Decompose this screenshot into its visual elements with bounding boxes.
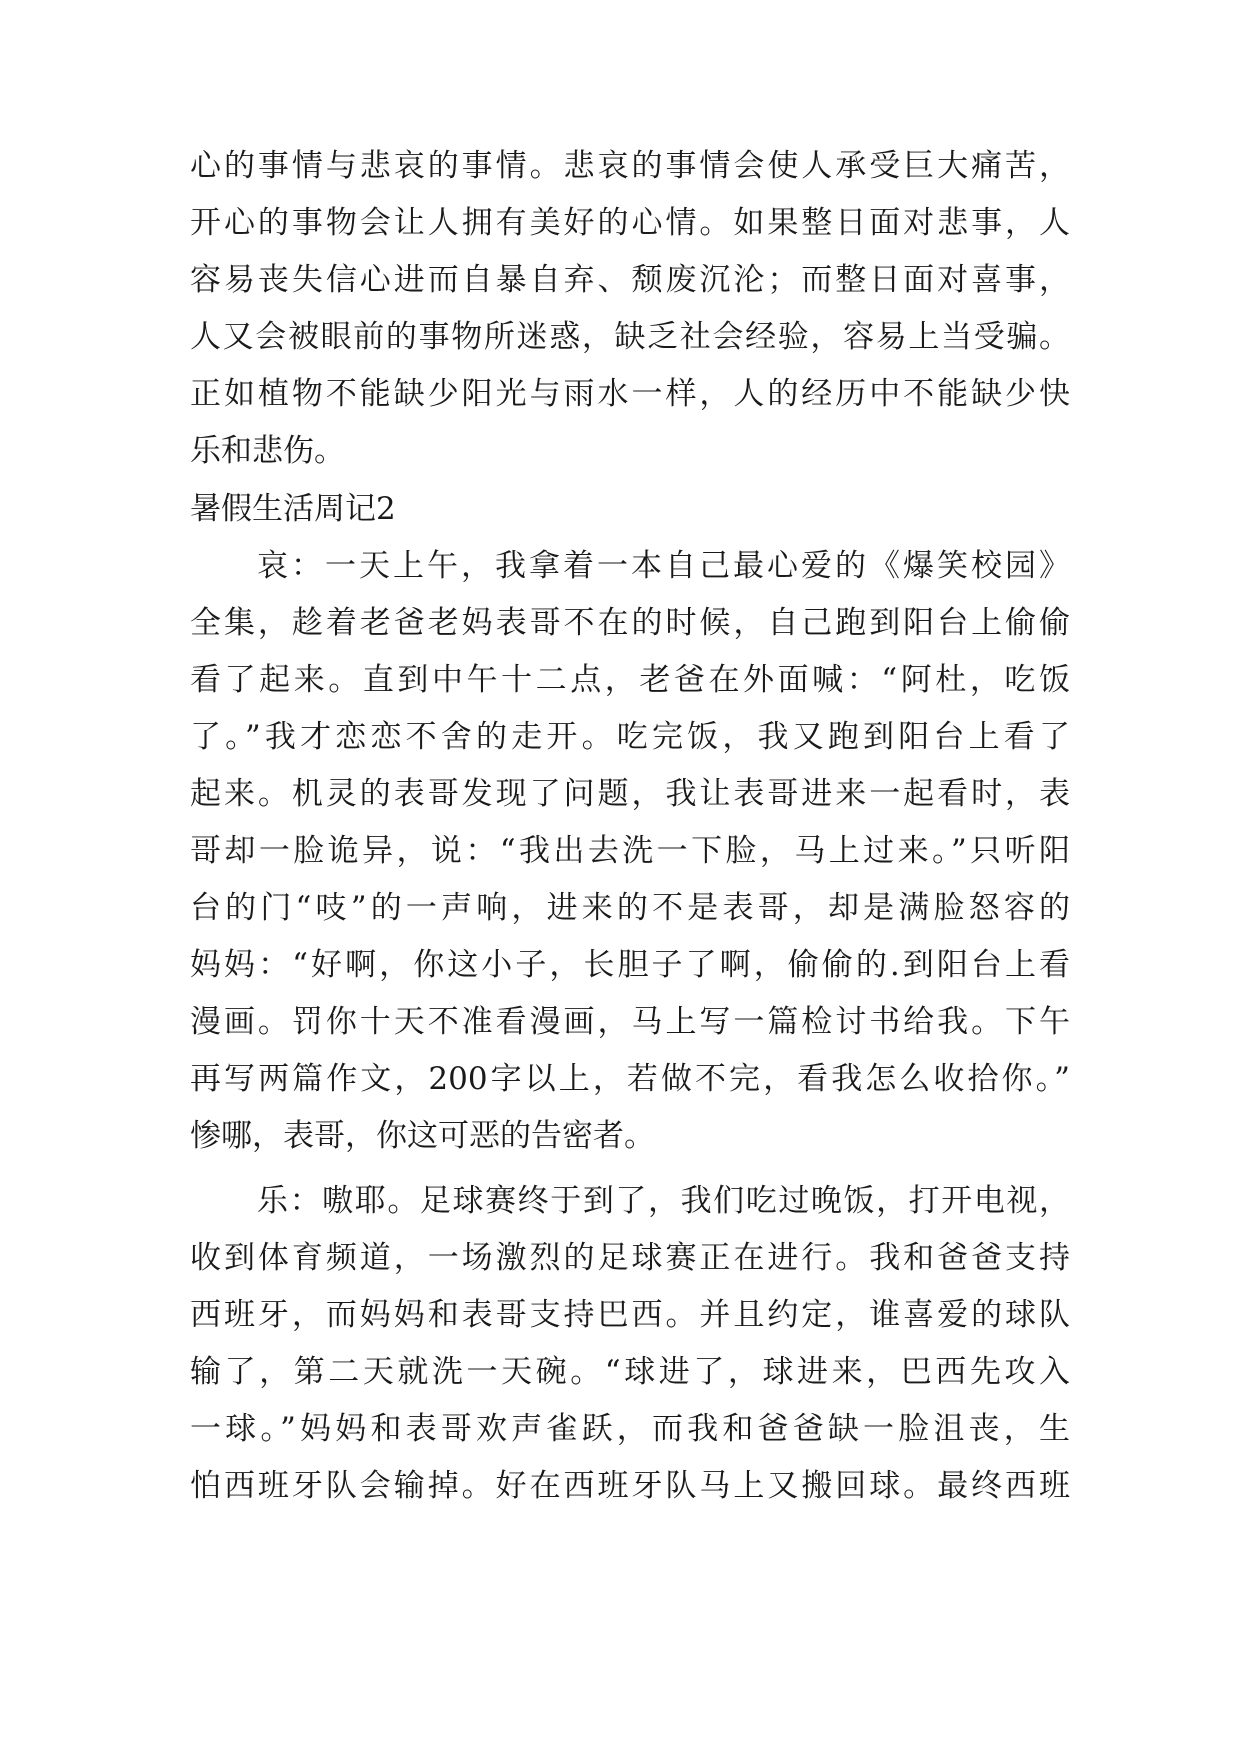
paragraph-3-line: 输了，第二天就洗一天碗。“球进了，球进来，巴西先攻入	[190, 1354, 1070, 1390]
paragraph-1-line: 人又会被眼前的事物所迷惑，缺乏社会经验，容易上当受骗。	[190, 319, 1070, 355]
paragraph-2-line: 惨哪，表哥，你这可恶的告密者。	[190, 1118, 655, 1154]
paragraph-1-line: 心的事情与悲哀的事情。悲哀的事情会使人承受巨大痛苦，	[190, 148, 1070, 184]
paragraph-3-line: 一球。”妈妈和表哥欢声雀跃，而我和爸爸缺一脸沮丧，生	[190, 1411, 1070, 1447]
paragraph-1-line: 乐和悲伤。	[190, 433, 345, 469]
paragraph-2-line: 再写两篇作文，200字以上，若做不完，看我怎么收拾你。”	[190, 1061, 1070, 1097]
paragraph-2-line: 全集，趁着老爸老妈表哥不在的时候，自己跑到阳台上偷偷	[190, 605, 1070, 641]
paragraph-2-line: 看了起来。直到中午十二点，老爸在外面喊：“阿杜，吃饭	[190, 662, 1070, 698]
paragraph-1-line: 开心的事物会让人拥有美好的心情。如果整日面对悲事，人	[190, 205, 1070, 241]
section-heading: 暑假生活周记2	[190, 491, 396, 527]
paragraph-2-line: 台的门“吱”的一声响，进来的不是表哥，却是满脸怒容的	[190, 890, 1070, 926]
paragraph-2-line: 哥却一脸诡异，说：“我出去洗一下脸，马上过来。”只听阳	[190, 833, 1070, 869]
paragraph-2-line: 漫画。罚你十天不准看漫画，马上写一篇检讨书给我。下午	[190, 1004, 1070, 1040]
paragraph-1-line: 容易丧失信心进而自暴自弃、颓废沉沦；而整日面对喜事，	[190, 262, 1070, 298]
paragraph-3-line: 怕西班牙队会输掉。好在西班牙队马上又搬回球。最终西班	[190, 1468, 1070, 1504]
paragraph-3-line: 西班牙，而妈妈和表哥支持巴西。并且约定，谁喜爱的球队	[190, 1297, 1070, 1333]
paragraph-3-line: 收到体育频道，一场激烈的足球赛正在进行。我和爸爸支持	[190, 1240, 1070, 1276]
paragraph-2-line: 起来。机灵的表哥发现了问题，我让表哥进来一起看时，表	[190, 776, 1070, 812]
paragraph-2-line: 了。”我才恋恋不舍的走开。吃完饭，我又跑到阳台上看了	[190, 719, 1070, 755]
paragraph-1-line: 正如植物不能缺少阳光与雨水一样，人的经历中不能缺少快	[190, 376, 1070, 412]
paragraph-3-line: 乐：嗷耶。足球赛终于到了，我们吃过晚饭，打开电视，	[257, 1183, 1070, 1219]
paragraph-2-line: 哀：一天上午，我拿着一本自己最心爱的《爆笑校园》	[257, 548, 1070, 584]
paragraph-2-line: 妈妈：“好啊，你这小子，长胆子了啊，偷偷的.到阳台上看	[190, 947, 1070, 983]
